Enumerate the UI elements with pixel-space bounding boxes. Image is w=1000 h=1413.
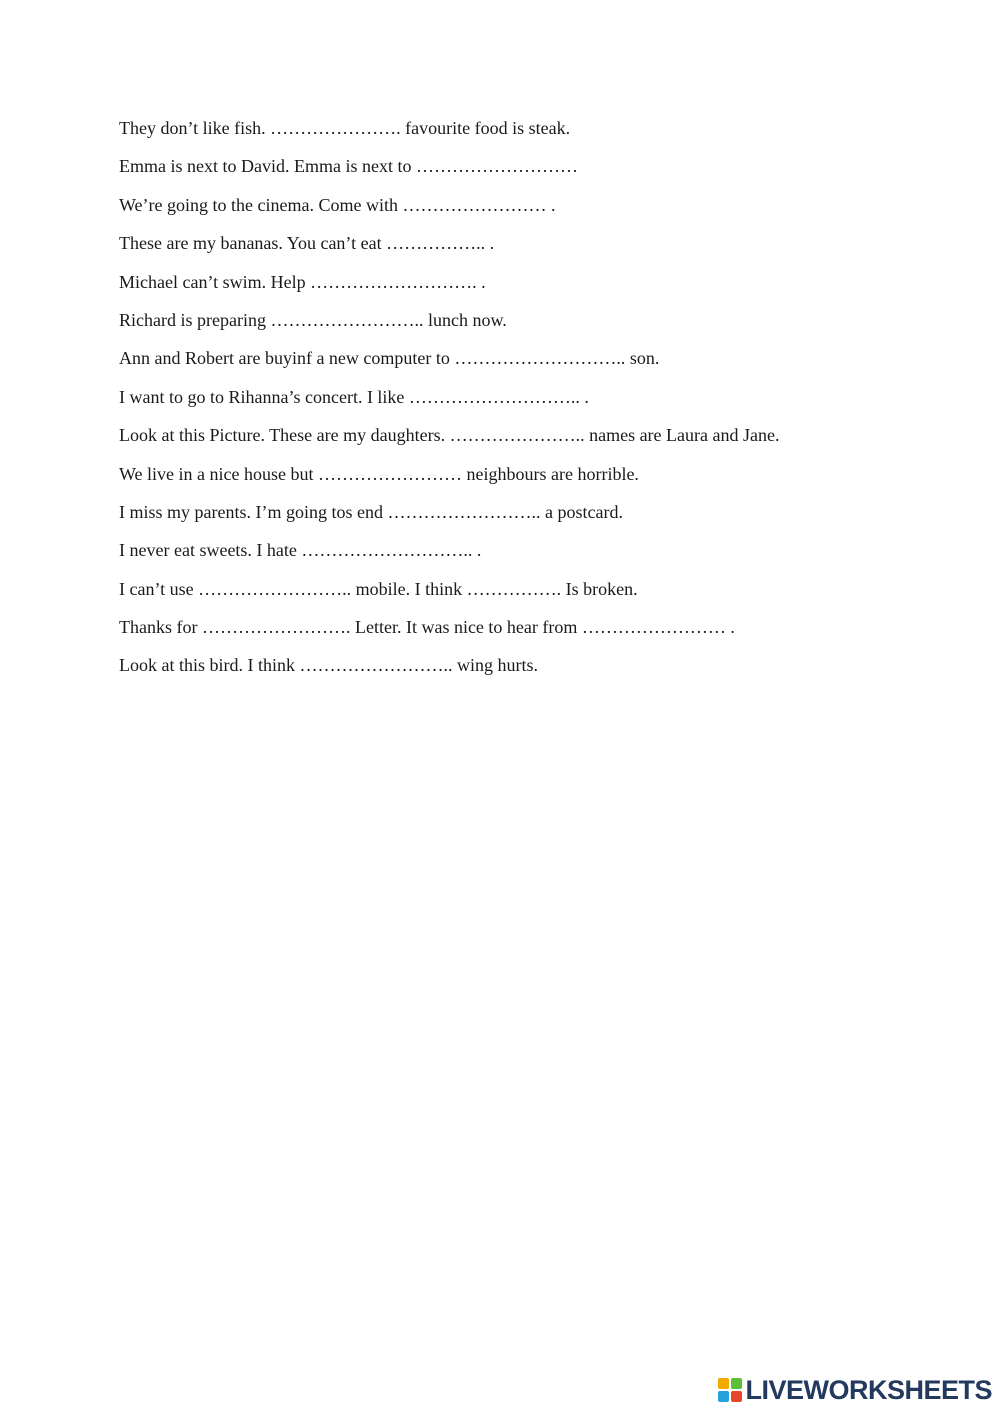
logo-tiles-icon: [718, 1378, 742, 1402]
logo-text: LIVEWORKSHEETS: [745, 1375, 992, 1405]
sentence-7: Ann and Robert are buyinf a new computer to ……………………….. son.: [119, 348, 660, 369]
sentence-13: I can’t use …………………….. mobile. I think ……………. Is broken.: [119, 578, 638, 599]
sentence-8: I want to go to Rihanna’s concert. I like ……………………….. .: [119, 386, 589, 407]
sentence-11: I miss my parents. I’m going tos end …………………….. a postcard.: [119, 501, 623, 522]
logo-tile: [718, 1378, 729, 1389]
liveworksheets-logo: [718, 1375, 992, 1405]
sentence-14: Thanks for ……………………. Letter. It was nice to hear from …………………… .: [119, 617, 735, 638]
sentence-3: We’re going to the cinema. Come with …………………… .: [119, 194, 556, 215]
sentence-12: I never eat sweets. I hate ……………………….. .: [119, 540, 482, 561]
logo-tile: [731, 1378, 742, 1389]
sentence-1: They don’t like fish. …………………. favourite food is steak.: [119, 118, 571, 138]
logo-tile: [718, 1391, 729, 1402]
sentence-2: Emma is next to David. Emma is next to ………………………: [119, 156, 578, 177]
sentence-4: These are my bananas. You can’t eat …………….. .: [119, 233, 495, 254]
sentence-15: Look at this bird. I think …………………….. wing hurts.: [119, 655, 538, 676]
sentence-6: Richard is preparing …………………….. lunch now.: [119, 309, 507, 330]
sentence-5: Michael can’t swim. Help ………………………. .: [119, 271, 486, 292]
sentence-10: We live in a nice house but …………………… neighbours are horrible.: [119, 463, 639, 484]
worksheet: [119, 117, 919, 693]
sentence-9: Look at this Picture. These are my daughters. ………………….. names are Laura and Jane.: [119, 425, 780, 446]
logo-tile: [731, 1391, 742, 1402]
